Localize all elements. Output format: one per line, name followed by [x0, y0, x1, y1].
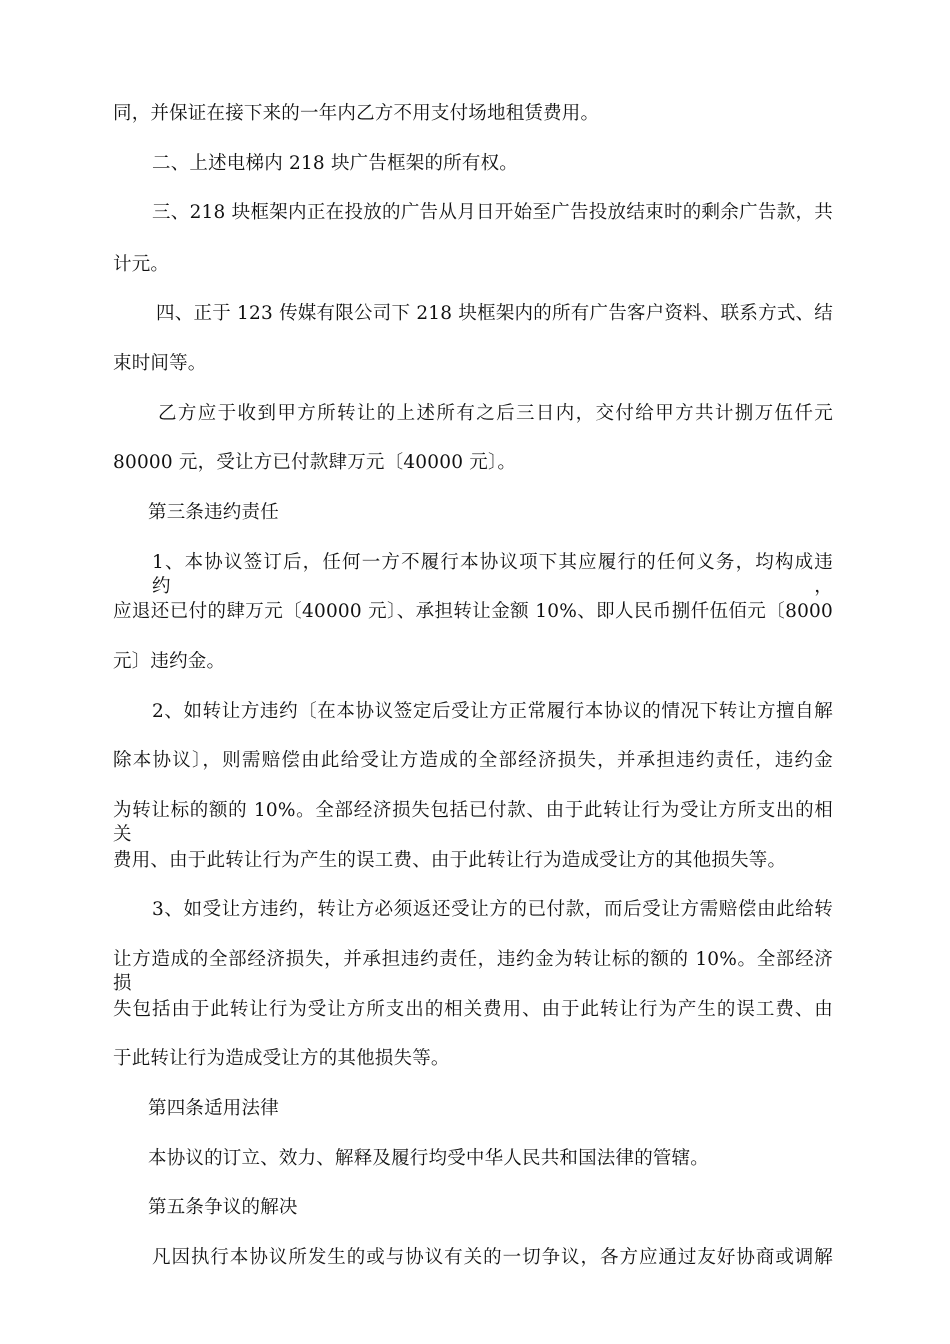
text-line: 应退还已付的肆万元〔40000 元〕、承担转让金额 10%、即人民币捌仟伍佰元〔8000 [113, 601, 833, 622]
text-line: 80000 元，受让方已付款肆万元〔40000 元〕。 [113, 452, 517, 473]
text-line: 二、上述电梯内 218 块广告框架的所有权。 [152, 153, 518, 174]
text-line: 乙方应于收到甲方所转让的上述所有之后三日内，交付给甲方共计捌万伍仟元 [158, 403, 833, 424]
text-line: 三、218 块框架内正在投放的广告从月日开始至广告投放结束时的剩余广告款，共 [152, 202, 833, 223]
text-line: 费用、由于此转让行为产生的误工费、由于此转让行为造成受让方的其他损失等。 [113, 850, 787, 871]
section-heading: 第五条争议的解决 [148, 1197, 298, 1218]
section-heading: 第四条适用法律 [148, 1098, 279, 1119]
text-line: 2、如转让方违约〔在本协议签定后受让方正常履行本协议的情况下转让方擅自解 [152, 701, 833, 722]
text-line: 失包括由于此转让行为受让方所支出的相关费用、由于此转让行为产生的误工费、由 [113, 999, 833, 1020]
text-line: 为转让标的额的 10%。全部经济损失包括已付款、由于此转让行为受让方所支出的相关 [113, 800, 833, 845]
text-line: 3、如受让方违约，转让方必须返还受让方的已付款，而后受让方需赔偿由此给转 [152, 899, 833, 920]
text-line: 本协议的订立、效力、解释及履行均受中华人民共和国法律的管辖。 [148, 1148, 710, 1169]
text-line: 计元。 [113, 254, 170, 275]
text-line: 于此转让行为造成受让方的其他损失等。 [113, 1048, 450, 1069]
text-line: 1、本协议签订后，任何一方不履行本协议项下其应履行的任何义务，均构成违约， [152, 552, 833, 597]
text-line: 束时间等。 [113, 353, 207, 374]
text-line: 除本协议〕，则需赔偿由此给受让方造成的全部经济损失，并承担违约责任，违约金 [113, 750, 833, 771]
text-line: 四、正于 123 传媒有限公司下 218 块框架内的所有广告客户资料、联系方式、结 [156, 303, 833, 324]
text-line: 让方造成的全部经济损失，并承担违约责任，违约金为转让标的额的 10%。全部经济损 [113, 949, 833, 994]
section-heading: 第三条违约责任 [148, 502, 279, 523]
text-line: 元〕违约金。 [113, 651, 226, 672]
text-line: 凡因执行本协议所发生的或与协议有关的一切争议，各方应通过友好协商或调解 [152, 1247, 833, 1268]
text-line: 同，并保证在接下来的一年内乙方不用支付场地租赁费用。 [113, 103, 600, 124]
